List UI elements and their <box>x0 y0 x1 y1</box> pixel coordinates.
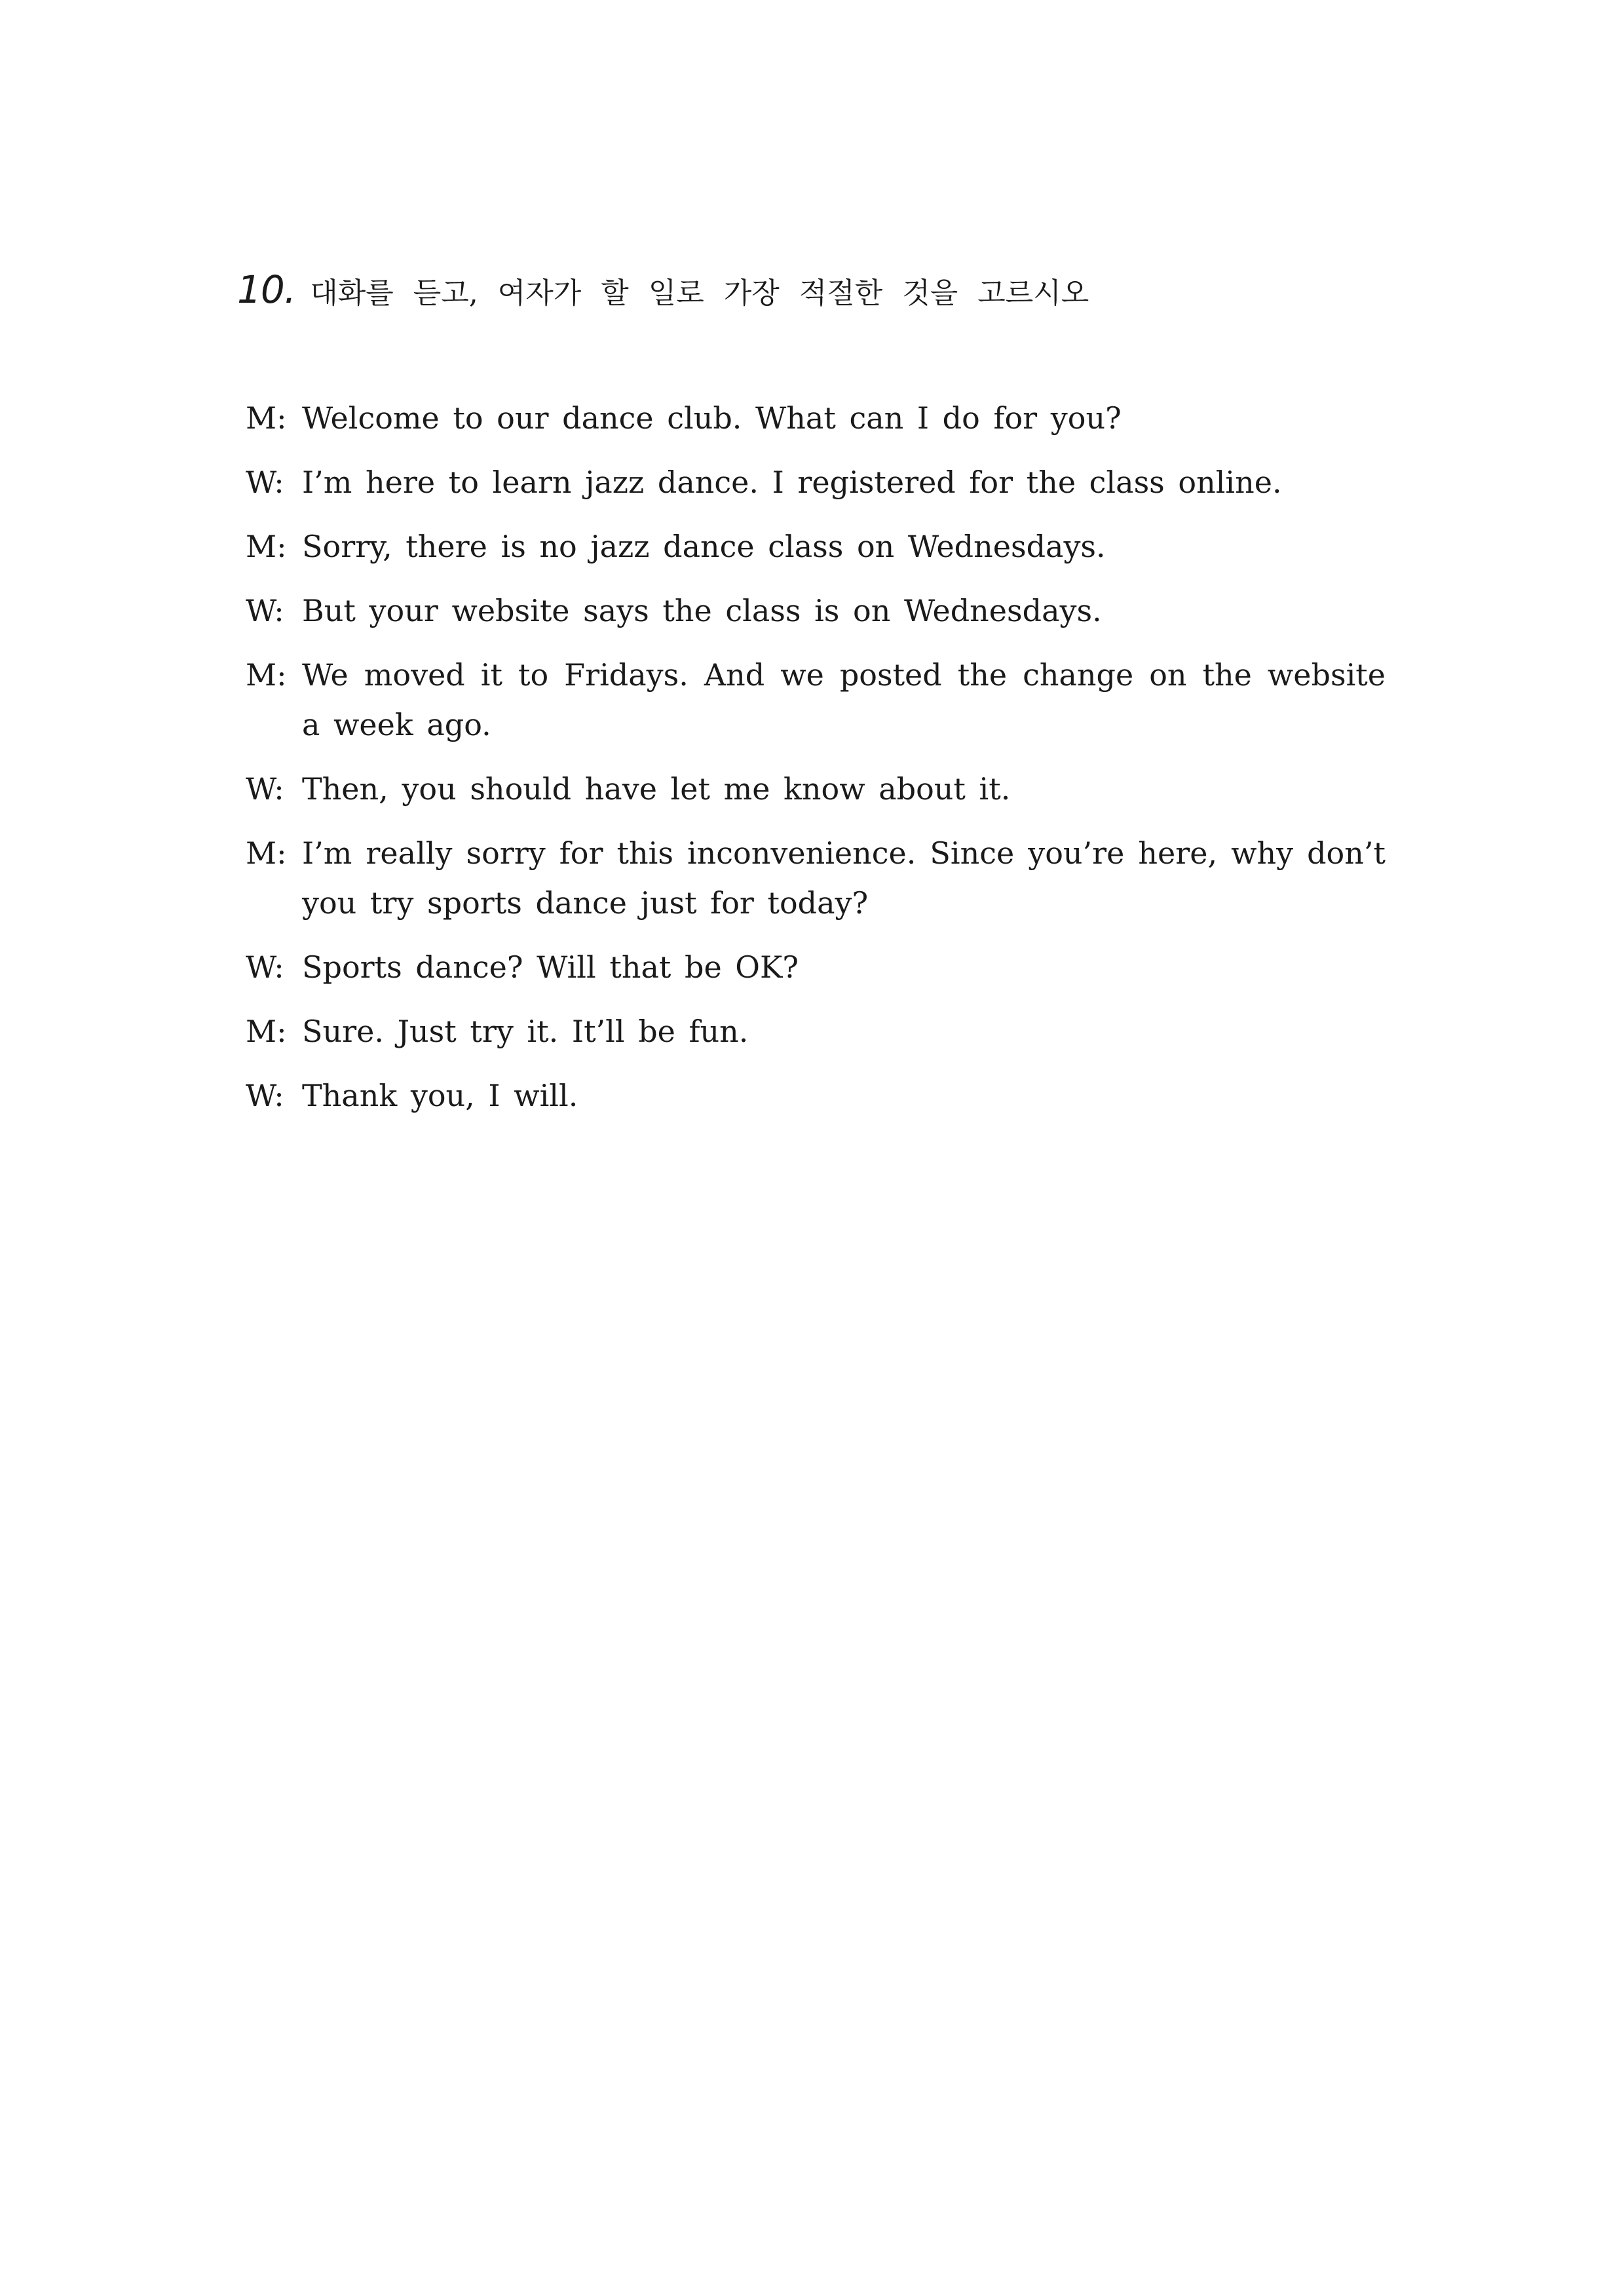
speaker-label: M: <box>246 400 287 436</box>
dialogue-line <box>246 650 1386 750</box>
speaker-label: M: <box>246 529 287 564</box>
utterance-text: Thank you, I will. <box>302 1078 578 1113</box>
speaker-label: W: <box>246 593 284 628</box>
dialogue <box>246 393 1386 1135</box>
speaker-label: M: <box>246 835 287 871</box>
utterance-text: But your website says the class is on Wednesdays. <box>302 593 1102 628</box>
dialogue-line <box>246 1071 1386 1120</box>
dialogue-line <box>246 828 1386 928</box>
utterance-text: Then, you should have let me know about it. <box>302 771 1011 807</box>
utterance-text: Sure. Just try it. It’ll be fun. <box>302 1014 749 1049</box>
utterance-text: Welcome to our dance club. What can I do for you? <box>302 400 1122 436</box>
utterance-text: I’m here to learn jazz dance. I registered for the class online. <box>302 465 1282 500</box>
utterance-text: I’m really sorry for this inconvenience. Since you’re here, why don’t you try sports dance just for today? <box>302 835 1386 921</box>
utterance-text: Sports dance? Will that be OK? <box>302 949 799 985</box>
utterance-text: We moved it to Fridays. And we posted the change on the website a week ago. <box>302 657 1386 742</box>
dialogue-line <box>246 522 1386 571</box>
dialogue-line <box>246 586 1386 636</box>
speaker-label: M: <box>246 1014 287 1049</box>
speaker-label: M: <box>246 657 287 693</box>
utterance-text: Sorry, there is no jazz dance class on Wednesdays. <box>302 529 1106 564</box>
dialogue-line <box>246 393 1386 443</box>
dialogue-line <box>246 457 1386 507</box>
question-number: 10. <box>237 267 296 312</box>
speaker-label: W: <box>246 465 284 500</box>
question-prompt: 대화를 듣고, 여자가 할 일로 가장 적절한 것을 고르시오 <box>310 277 1089 310</box>
question-header <box>237 267 1416 312</box>
speaker-label: W: <box>246 1078 284 1113</box>
dialogue-line <box>246 764 1386 814</box>
dialogue-line <box>246 1006 1386 1056</box>
dialogue-line <box>246 942 1386 992</box>
speaker-label: W: <box>246 771 284 807</box>
speaker-label: W: <box>246 949 284 985</box>
